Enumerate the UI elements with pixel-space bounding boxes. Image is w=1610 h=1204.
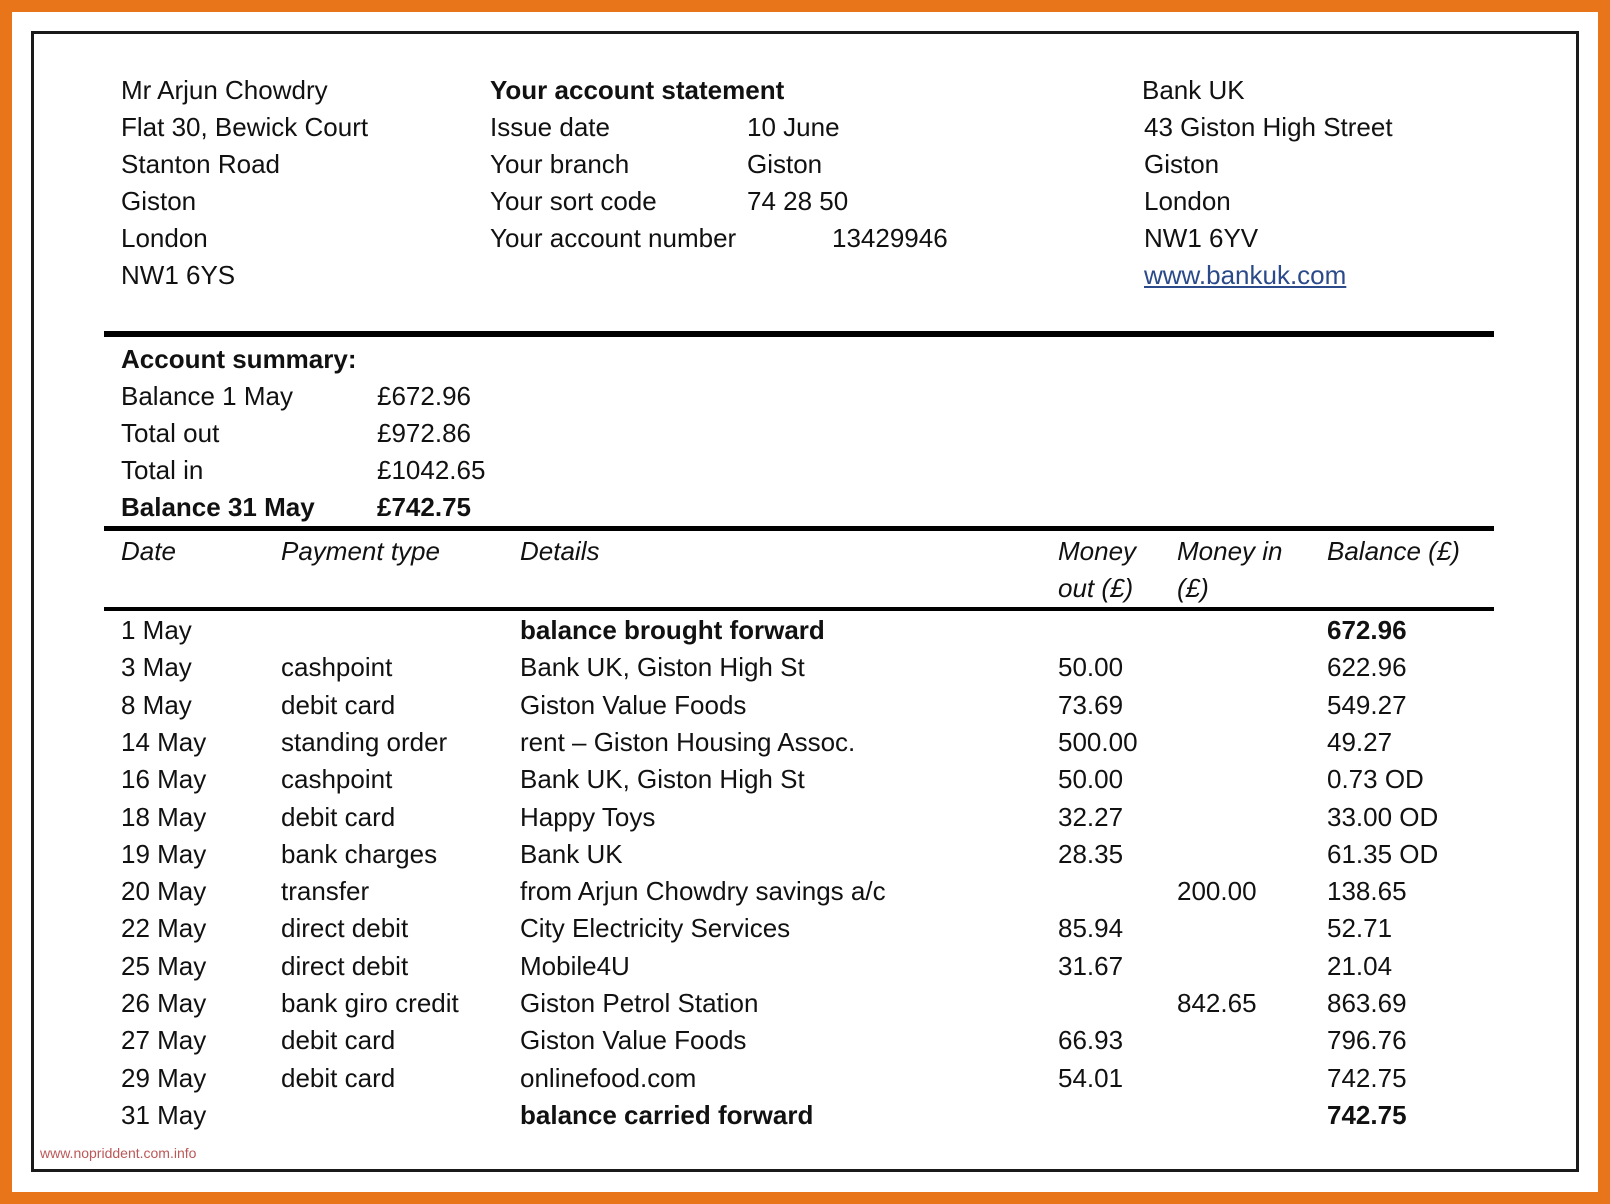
cell-date: 18 May [121, 802, 207, 832]
cell-payment-type: cashpoint [281, 764, 393, 794]
cell-date: 29 May [121, 1063, 207, 1093]
cell-balance: 549.27 [1327, 690, 1407, 720]
column-header-money-out: Money [1058, 536, 1137, 566]
bank-postcode: NW1 6YV [1144, 223, 1259, 253]
cell-balance: 138.65 [1327, 876, 1407, 906]
cell-details: Giston Value Foods [520, 690, 747, 720]
cell-balance: 742.75 [1327, 1100, 1407, 1130]
bank-name: Bank UK [1142, 75, 1245, 105]
cell-details: rent – Giston Housing Assoc. [520, 727, 856, 757]
bank-address-line: 43 Giston High Street [1144, 112, 1393, 142]
cell-balance: 49.27 [1327, 727, 1393, 757]
bank-address-line: London [1144, 186, 1231, 216]
cell-payment-type: transfer [281, 876, 370, 906]
cell-date: 31 May [121, 1100, 207, 1130]
column-header-money-in: Money in [1177, 536, 1283, 566]
cell-balance: 0.73 OD [1327, 764, 1424, 794]
cell-date: 1 May [121, 615, 192, 645]
summary-heading: Account summary: [121, 344, 357, 374]
cell-details: balance brought forward [520, 615, 825, 645]
cell-details: City Electricity Services [520, 913, 791, 943]
cell-payment-type: direct debit [281, 913, 409, 943]
summary-value: £1042.65 [377, 455, 486, 485]
cell-payment-type: bank charges [281, 839, 438, 869]
cell-payment-type: direct debit [281, 951, 409, 981]
cell-date: 26 May [121, 988, 207, 1018]
cell-balance: 672.96 [1327, 615, 1407, 645]
column-header-money-in-unit: (£) [1177, 573, 1209, 603]
bank-website-link[interactable]: www.bankuk.com [1144, 260, 1347, 290]
summary-value: £972.86 [377, 418, 471, 448]
account-number-value: 13429946 [832, 223, 948, 253]
cell-money-out: 50.00 [1058, 764, 1124, 794]
column-header-balance: Balance (£) [1327, 536, 1460, 566]
customer-address-line: Giston [121, 186, 197, 216]
column-header-details: Details [520, 536, 600, 566]
cell-payment-type: debit card [281, 1063, 396, 1093]
cell-money-in: 842.65 [1177, 988, 1257, 1018]
cell-balance: 622.96 [1327, 652, 1407, 682]
branch-value: Giston [747, 149, 823, 179]
cell-date: 14 May [121, 727, 207, 757]
cell-money-out: 66.93 [1058, 1025, 1124, 1055]
issue-date-label: Issue date [490, 112, 610, 142]
cell-money-out: 28.35 [1058, 839, 1124, 869]
cell-date: 25 May [121, 951, 207, 981]
cell-money-out: 50.00 [1058, 652, 1124, 682]
cell-balance: 742.75 [1327, 1063, 1407, 1093]
cell-date: 20 May [121, 876, 207, 906]
column-header-payment-type: Payment type [281, 536, 440, 566]
cell-date: 8 May [121, 690, 192, 720]
cell-details: Bank UK, Giston High St [520, 764, 805, 794]
summary-label: Balance 1 May [121, 381, 293, 411]
cell-money-out: 32.27 [1058, 802, 1124, 832]
cell-date: 27 May [121, 1025, 207, 1055]
cell-payment-type: debit card [281, 802, 396, 832]
customer-name: Mr Arjun Chowdry [121, 75, 328, 105]
cell-date: 16 May [121, 764, 207, 794]
cell-date: 22 May [121, 913, 207, 943]
table-header-divider [104, 607, 1494, 611]
cell-money-out: 54.01 [1058, 1063, 1124, 1093]
cell-payment-type: debit card [281, 1025, 396, 1055]
cell-balance: 21.04 [1327, 951, 1393, 981]
cell-date: 3 May [121, 652, 192, 682]
customer-address-line: Stanton Road [121, 149, 281, 179]
cell-balance: 61.35 OD [1327, 839, 1439, 869]
cell-details: balance carried forward [520, 1100, 814, 1130]
cell-money-out: 73.69 [1058, 690, 1124, 720]
summary-label: Total out [121, 418, 220, 448]
column-header-money-out-unit: out (£) [1058, 573, 1134, 603]
cell-money-out: 31.67 [1058, 951, 1124, 981]
cell-balance: 52.71 [1327, 913, 1393, 943]
summary-value: £672.96 [377, 381, 471, 411]
cell-payment-type: cashpoint [281, 652, 393, 682]
account-number-label: Your account number [490, 223, 737, 253]
cell-payment-type: bank giro credit [281, 988, 459, 1018]
cell-details: onlinefood.com [520, 1063, 697, 1093]
cell-details: Mobile4U [520, 951, 630, 981]
column-header-date: Date [121, 536, 176, 566]
cell-payment-type: debit card [281, 690, 396, 720]
sort-code-value: 74 28 50 [747, 186, 849, 216]
cell-balance: 863.69 [1327, 988, 1407, 1018]
issue-date-value: 10 June [747, 112, 840, 142]
watermark-text: www.nopriddent.com.info [40, 1145, 197, 1161]
summary-label: Total in [121, 455, 204, 485]
customer-address-line: Flat 30, Bewick Court [121, 112, 369, 142]
branch-label: Your branch [490, 149, 630, 179]
cell-details: Giston Petrol Station [520, 988, 759, 1018]
cell-date: 19 May [121, 839, 207, 869]
summary-value: £742.75 [377, 492, 471, 522]
cell-balance: 33.00 OD [1327, 802, 1439, 832]
cell-details: from Arjun Chowdry savings a/c [520, 876, 886, 906]
summary-label: Balance 31 May [121, 492, 315, 522]
cell-balance: 796.76 [1327, 1025, 1407, 1055]
bank-address-line: Giston [1144, 149, 1220, 179]
customer-postcode: NW1 6YS [121, 260, 236, 290]
customer-address-line: London [121, 223, 208, 253]
statement-heading: Your account statement [490, 75, 785, 105]
sort-code-label: Your sort code [490, 186, 657, 216]
cell-details: Bank UK, Giston High St [520, 652, 805, 682]
cell-details: Bank UK [520, 839, 623, 869]
table-top-divider [104, 526, 1494, 531]
cell-details: Giston Value Foods [520, 1025, 747, 1055]
cell-payment-type: standing order [281, 727, 448, 757]
cell-money-in: 200.00 [1177, 876, 1257, 906]
cell-money-out: 85.94 [1058, 913, 1124, 943]
cell-money-out: 500.00 [1058, 727, 1138, 757]
cell-details: Happy Toys [520, 802, 656, 832]
summary-divider [104, 331, 1494, 337]
